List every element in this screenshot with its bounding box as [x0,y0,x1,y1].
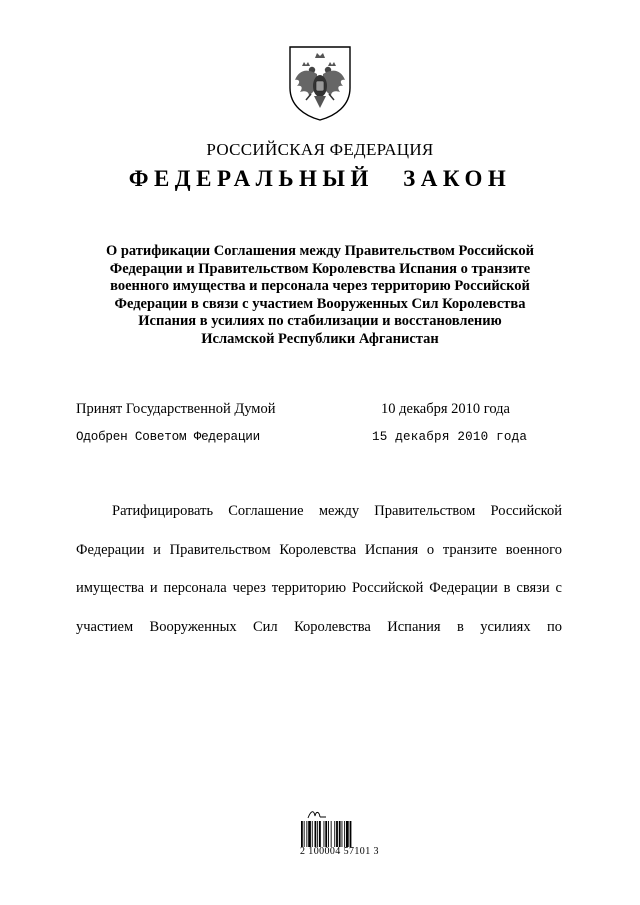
body-line: Ратифицировать Соглашение между Правительством Российской [112,503,562,519]
coat-of-arms-icon [287,44,353,122]
country-name: РОССИЙСКАЯ ФЕДЕРАЦИЯ [206,140,434,159]
council-approval-date: 15 декабря 2010 года [372,430,528,444]
duma-adoption-date: 10 декабря 2010 года [381,401,510,417]
title-line: Федерации в связи с участием Вооруженных Сил Королевства [114,295,526,312]
barcode-number: 2 100004 57101 3 [300,846,379,857]
title-line: военного имущества и персонала через территорию Российской [110,278,530,295]
publisher-mark-icon [307,808,327,820]
body-line: участием Вооруженных Сил Королевства Испания в усилиях по [76,618,562,635]
title-line: Испания в усилиях по стабилизации и восстановлению [138,313,502,330]
title-line: Исламской Республики Афганистан [201,330,439,347]
body-line: Федерации и Правительством Королевства Испания о транзите военного [76,541,562,558]
council-approval-label: Одобрен Советом Федерации [76,430,260,444]
document-type: ФЕДЕРАЛЬНЫЙ ЗАКОН [128,166,512,191]
duma-adoption-label: Принят Государственной Думой [76,401,276,417]
body-line: имущества и персонала через территорию Российской Федерации в связи с [76,580,562,596]
title-line: О ратификации Соглашения между Правительством Российской [105,243,535,259]
title-line: Федерации и Правительством Королевства Испания о транзите [109,260,531,277]
barcode-icon [301,821,369,847]
law-title [90,243,550,349]
law-body [76,492,562,646]
